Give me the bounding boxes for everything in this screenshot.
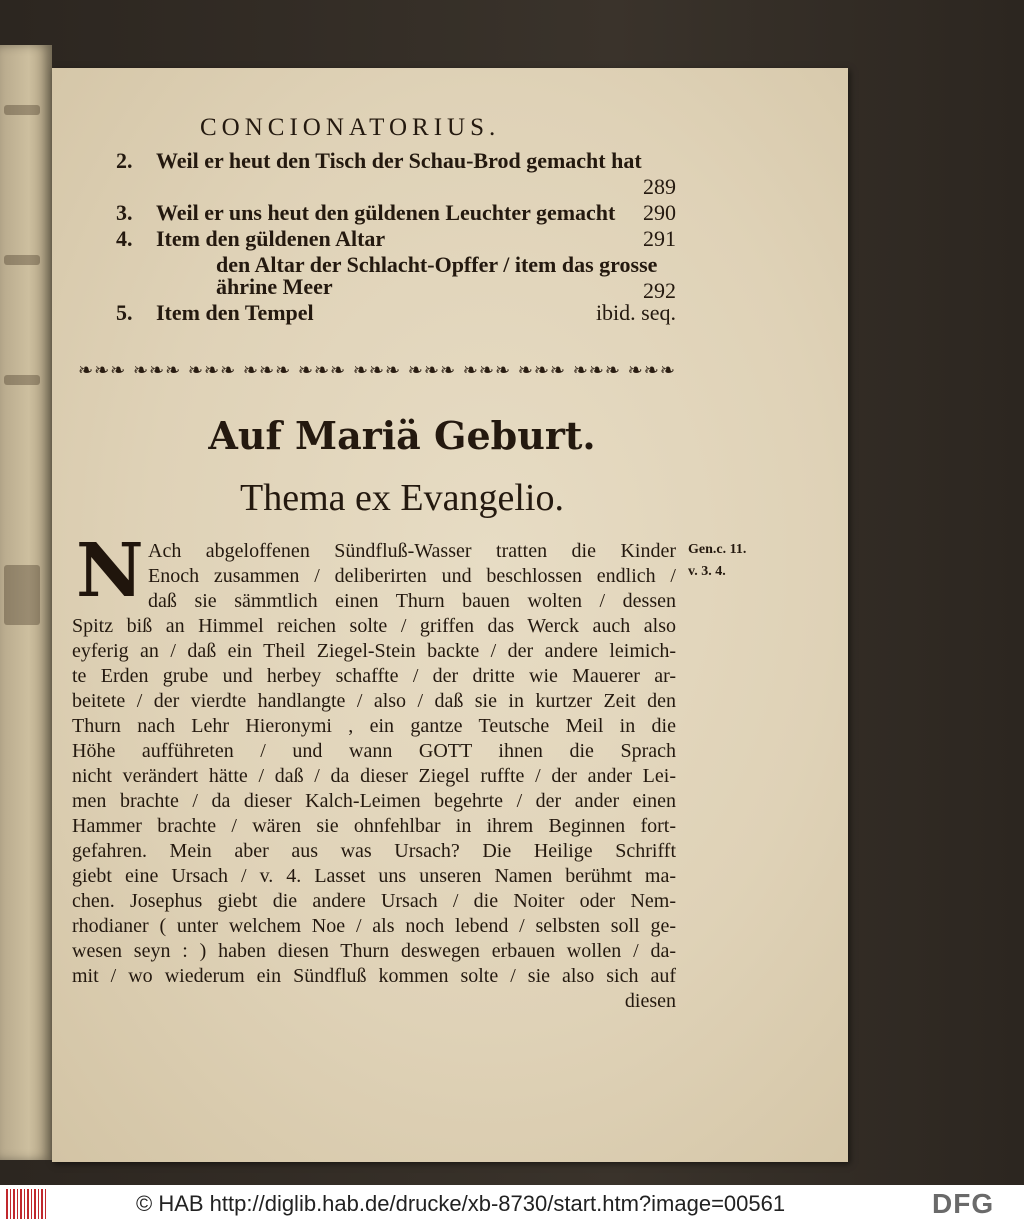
catchword: diesen <box>624 990 676 1012</box>
toc-text: Weil er uns heut den güldenen Leuchter gemacht <box>156 200 616 225</box>
hab-barcode-icon <box>6 1189 46 1219</box>
ornament-divider: ❧❧❧ ❧❧❧ ❧❧❧ ❧❧❧ ❧❧❧ ❧❧❧ ❧❧❧ ❧❧❧ ❧❧❧ ❧❧❧ ❧❧❧ <box>78 360 676 381</box>
body-line: chen. Josephus giebt die andere Ursach / die Noiter oder Nem- <box>72 890 676 912</box>
running-head: CONCIONATORIUS. <box>200 114 501 141</box>
drop-cap: N <box>76 528 144 614</box>
toc-number: 4. <box>116 226 133 251</box>
body-line: rhodianer ( unter welchem Noe / als noch lebend / selbsten soll ge- <box>72 915 676 937</box>
body-line: Thurn nach Lehr Hieronymi , ein gantze Teutsche Meil in die <box>72 715 676 737</box>
toc-text: den Altar der Schlacht-Opffer / item das grosse <box>216 252 658 277</box>
toc-text: ährine Meer <box>216 274 333 299</box>
body-line: Enoch zusammen / deliberirten und beschlossen endlich / <box>148 565 676 587</box>
ink-bleed <box>4 565 40 625</box>
margin-note: v. 3. 4. <box>688 564 726 579</box>
toc-page: 292 <box>643 278 676 303</box>
body-line: Spitz biß an Himmel reichen solte / griffen das Werck auch also <box>72 615 676 637</box>
dfg-logo: DFG <box>932 1188 995 1219</box>
toc-entry <box>116 300 676 330</box>
toc-page: 290 <box>643 200 676 225</box>
body-line: men brachte / da dieser Kalch-Leimen begehrte / der ander einen <box>72 790 676 812</box>
ink-bleed <box>4 375 40 385</box>
body-line: eyferig an / daß ein Theil Ziegel-Stein backte / der andere leimich- <box>72 640 676 662</box>
source-credit: © HAB http://diglib.hab.de/drucke/xb-8730/start.htm?image=00561 <box>136 1191 786 1216</box>
body-line: daß sie sämmtlich einen Thurn bauen wolten / dessen <box>148 590 676 612</box>
body-line: giebt eine Ursach / v. 4. Lasset uns unseren Namen berühmt ma- <box>72 865 676 887</box>
body-line: wesen seyn : ) haben diesen Thurn deswegen erbauen wollen / da- <box>72 940 676 962</box>
ink-bleed <box>4 255 40 265</box>
toc-number: 2. <box>116 148 133 173</box>
theme-heading: Thema ex Evangelio. <box>240 477 564 519</box>
body-line: mit / wo wiederum ein Sündfluß kommen solte / sie also sich auf <box>72 965 676 987</box>
body-line: beitete / der vierdte handlangte / also / daß sie in kurtzer Zeit den <box>72 690 676 712</box>
facing-page-edge <box>0 45 52 1160</box>
body-line: nicht verändert hätte / daß / da dieser Ziegel ruffte / der ander Lei- <box>72 765 676 787</box>
toc-text: Item den Tempel <box>156 300 314 325</box>
body-line: Höhe aufführeten / und wann GOTT ihnen die Sprach <box>72 740 676 762</box>
body-line: gefahren. Mein aber aus was Ursach? Die Heilige Schrifft <box>72 840 676 862</box>
margin-note: Gen.c. 11. <box>688 542 747 557</box>
book-page <box>52 68 848 1162</box>
toc-number: 5. <box>116 300 133 325</box>
feast-heading: Auf Mariä Geburt. <box>208 413 596 458</box>
toc-page: 291 <box>643 226 676 251</box>
footer-bar <box>0 1185 1024 1223</box>
body-line: Ach abgeloffenen Sündfluß-Wasser tratten die Kinder <box>148 540 676 562</box>
toc-number: 3. <box>116 200 133 225</box>
toc-page: ibid. seq. <box>595 300 676 325</box>
toc-text: Item den güldenen Altar <box>156 226 386 251</box>
toc-page: 289 <box>643 174 676 199</box>
body-line: te Erden grube und herbey schaffte / der dritte wie Mauerer ar- <box>72 665 676 687</box>
toc-text: Weil er heut den Tisch der Schau-Brod gemacht hat <box>156 148 642 173</box>
body-line: Hammer brachte / wären sie ohnfehlbar in ihrem Beginnen fort- <box>72 815 676 837</box>
ink-bleed <box>4 105 40 115</box>
